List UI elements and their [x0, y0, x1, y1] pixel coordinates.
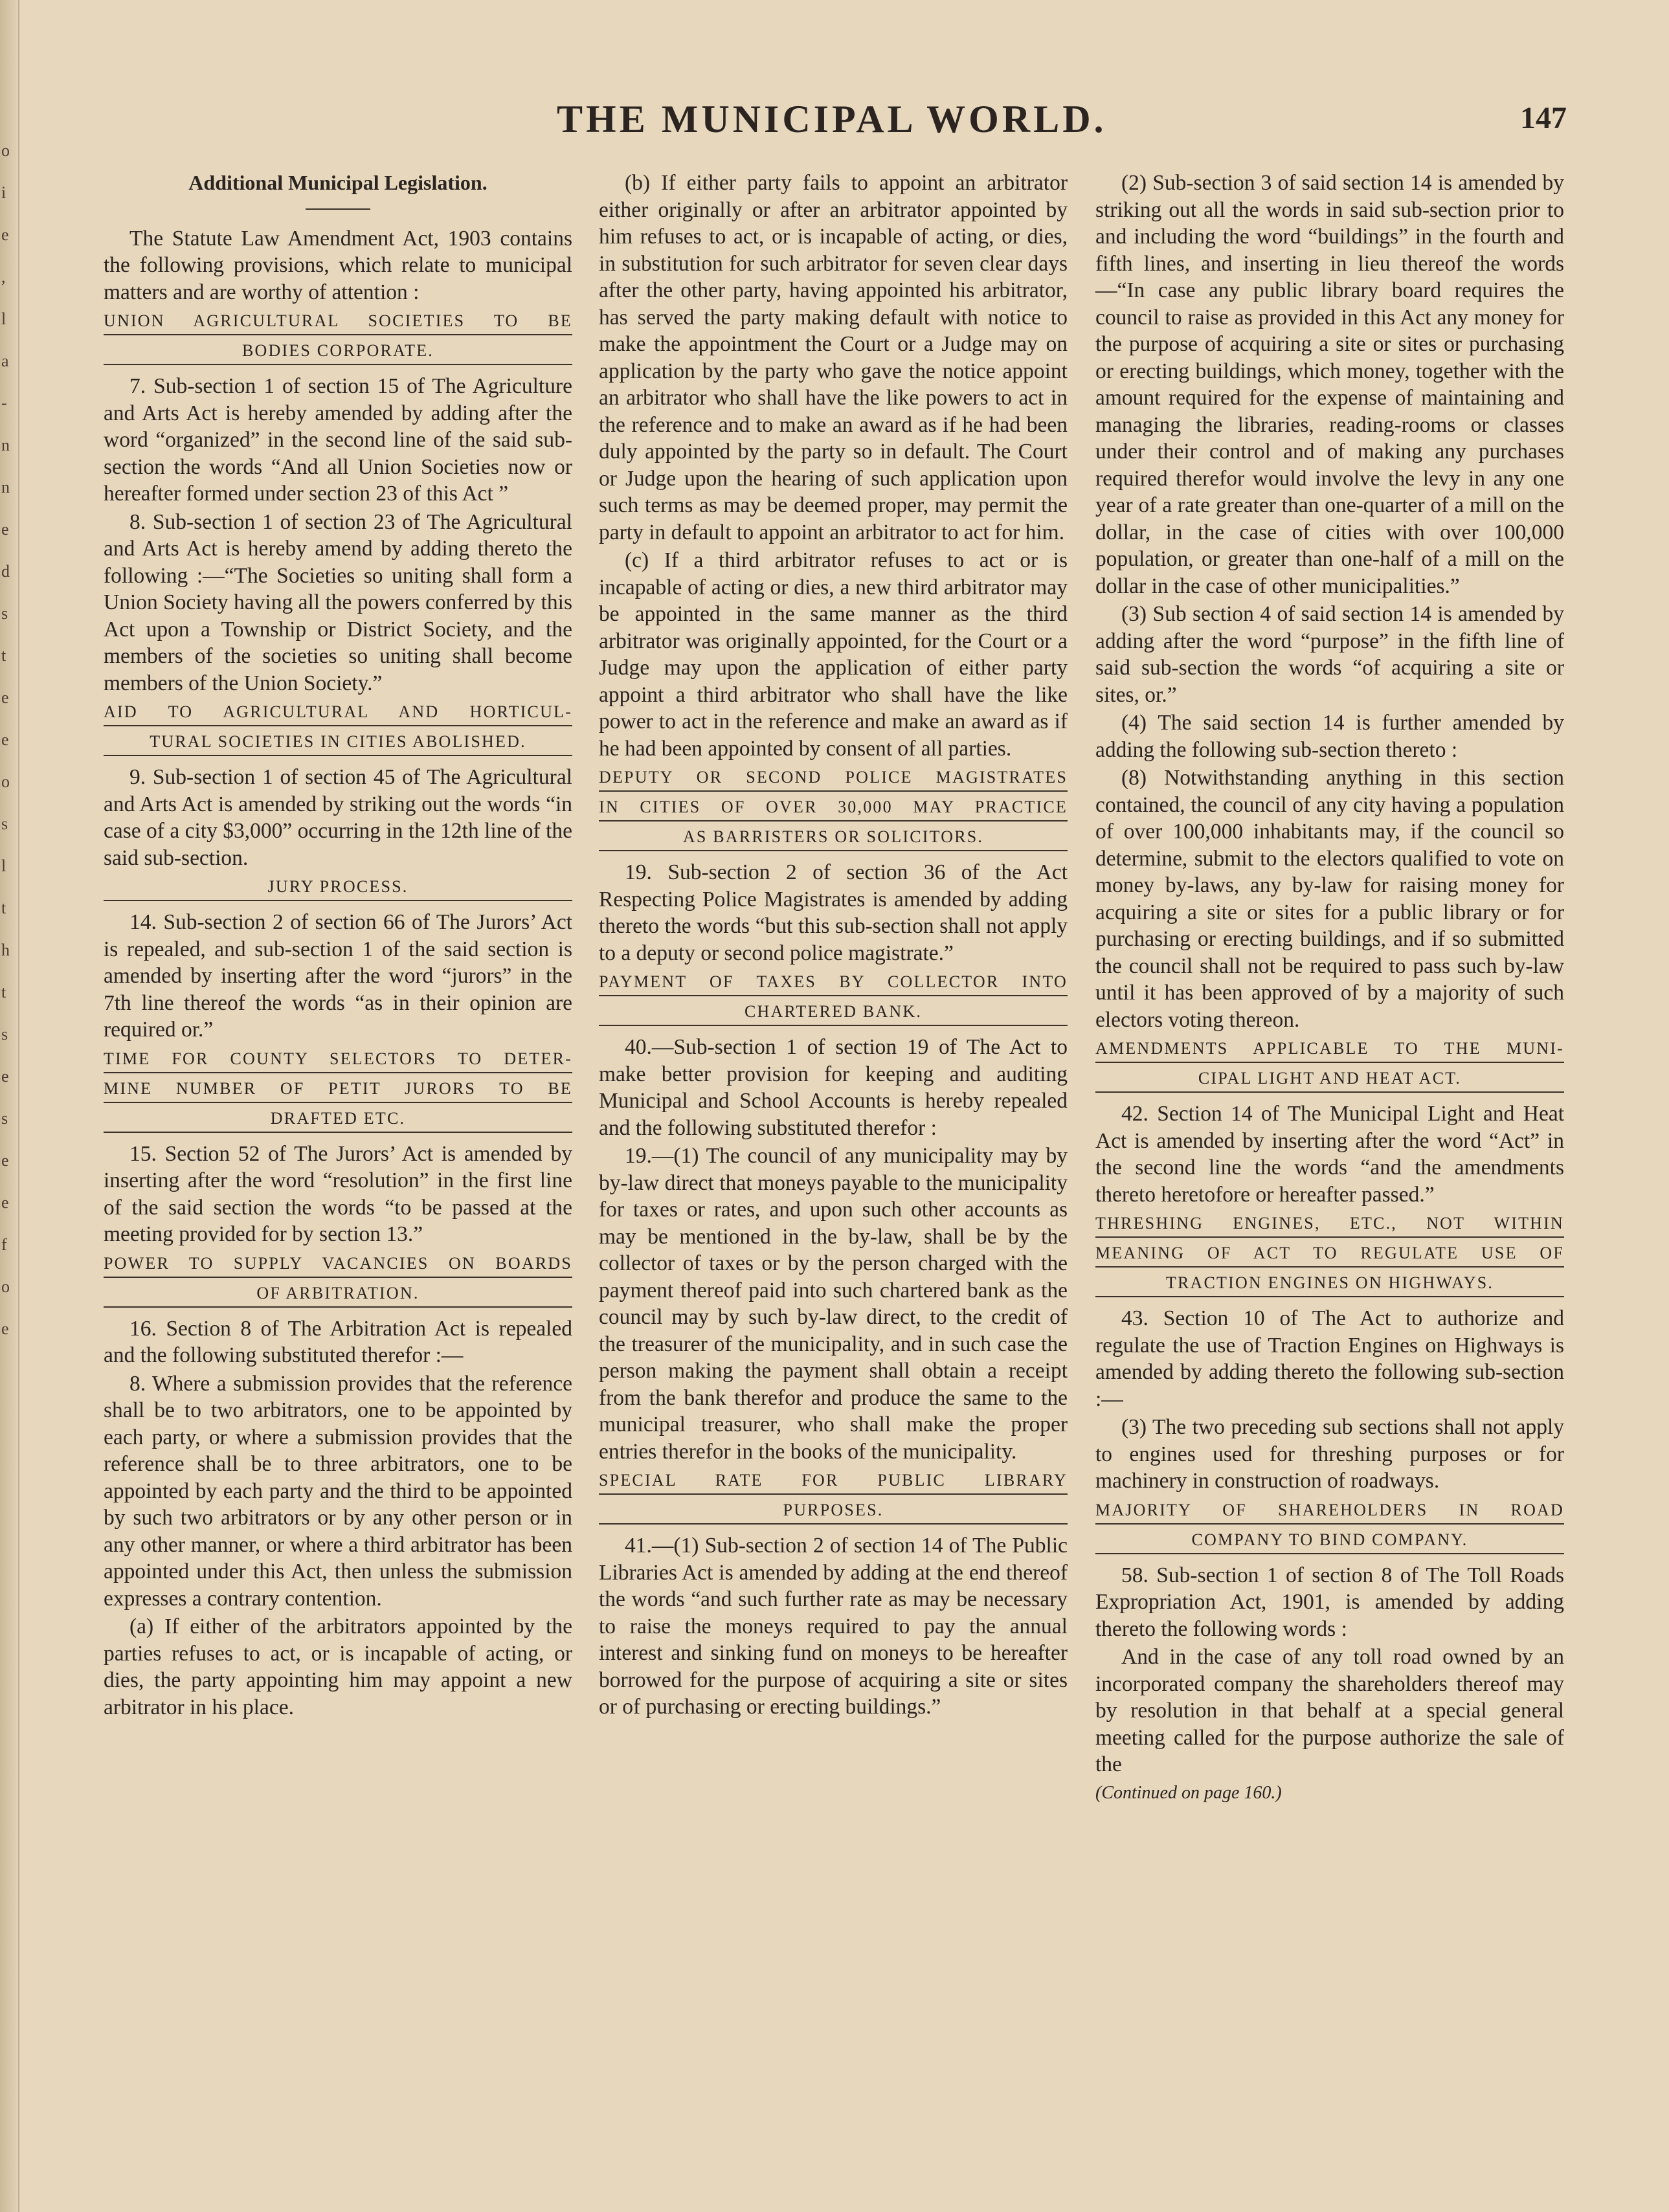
section-heading: TURAL SOCIETIES IN CITIES ABOLISHED.	[104, 730, 572, 756]
section-heading: OF ARBITRATION.	[104, 1282, 572, 1308]
section-heading: AMENDMENTS APPLICABLE TO THE MUNI-	[1095, 1037, 1564, 1063]
edge-letter: t	[1, 983, 6, 1001]
edge-letter: e	[1, 225, 9, 244]
edge-letter: s	[1, 604, 8, 623]
edge-letter: e	[1, 1151, 9, 1170]
edge-letter: s	[1, 814, 8, 833]
section-heading: DEPUTY OR SECOND POLICE MAGISTRATES	[599, 766, 1068, 792]
section-heading: UNION AGRICULTURAL SOCIETIES TO BE	[104, 309, 572, 335]
edge-letter: l	[1, 856, 6, 875]
intro-paragraph: The Statute Law Amendment Act, 1903 contains the following provisions, which relate to municipal matters and are worthy of attention :	[104, 226, 572, 304]
section-heading: PAYMENT OF TAXES BY COLLECTOR INTO	[599, 970, 1068, 996]
column-3	[1095, 170, 1564, 1807]
edge-letter: h	[1, 941, 10, 959]
edge-letter: e	[1, 1319, 9, 1338]
paragraph: 19.—(1) The council of any municipality may by by-law direct that moneys payable to the municipality for taxes or rates, and upon such other accounts as may be mentioned in the by-law, shall be by the collector of taxes or by the person charged with the payment thereof paid into such chartered bank as the council may by such by-law direct, to the credit of the treasurer of the municipality, and in such case the person making the payment shall obtain a receipt from the bank therefor and produce the same to the municipal treasurer, who shall make the proper entries therefor in the books of the municipality.	[599, 1144, 1068, 1464]
section-heading: CIPAL LIGHT AND HEAT ACT.	[1095, 1067, 1564, 1093]
page-number: 147	[1520, 101, 1567, 135]
edge-letters	[1, 129, 17, 1350]
paragraph: (3) The two preceding sub sections shall not apply to engines used for threshing purposes or for machinery in construction of roadways.	[1095, 1415, 1564, 1493]
edge-letter: l	[1, 309, 6, 328]
paragraph: (3) Sub section 4 of said section 14 is amended by adding after the word “purpose” in the fifth line of said sub-section the words “of acquiring a site or sites, or.”	[1095, 602, 1564, 707]
edge-letter: n	[1, 478, 10, 497]
adjacent-page-edge	[0, 0, 19, 2212]
edge-letter: o	[1, 141, 10, 160]
section-heading: MEANING OF ACT TO REGULATE USE OF	[1095, 1242, 1564, 1268]
paragraph: 8. Sub-section 1 of section 23 of The Agricultural and Arts Act is hereby amend by adding thereto the following :—“The Societies so uniting shall form a Union Society having all the powers conferred by this Act upon a Township or District Society, and the members of the societies so uniting shall become members of the Union Society.”	[104, 509, 572, 695]
page-header	[557, 97, 1567, 149]
section-heading: CHARTERED BANK.	[599, 1000, 1068, 1026]
edge-letter: i	[1, 183, 6, 202]
paragraph: 9. Sub-section 1 of section 45 of The Agricultural and Arts Act is amended by striking out the words “in case of a city $3,000” occurring in the 12th line of the said sub-section.	[104, 765, 572, 870]
section-heading: POWER TO SUPPLY VACANCIES ON BOARDS	[104, 1252, 572, 1278]
section-heading: DRAFTED ETC.	[104, 1107, 572, 1133]
section-heading: TRACTION ENGINES ON HIGHWAYS.	[1095, 1271, 1564, 1297]
section-heading: MINE NUMBER OF PETIT JURORS TO BE	[104, 1077, 572, 1103]
column-1	[104, 170, 572, 1722]
edge-letter: ,	[1, 267, 6, 286]
section-heading: AID TO AGRICULTURAL AND HORTICUL-	[104, 700, 572, 726]
paragraph: 40.—Sub-section 1 of section 19 of The Act to make better provision for keeping and auditing Municipal and School Accounts is hereby repealed and the following substituted therefor :	[599, 1035, 1068, 1140]
paragraph: (b) If either party fails to appoint an arbitrator either originally or after an arbitrator appointed by him refuses to act, or is incapable of acting, or dies, in substitution for such arbitrator for seven clear days after the other party, having appointed his arbitrator, has served the party making default with notice to make the appointment the Court or a Judge may on application by the party who gave the notice appoint an arbitrator who shall have the like powers to act in the reference and to make an award as if he had been duly appointed by the party so in default. The Court or Judge upon the hearing of such application upon such terms as may be deemed proper, may permit the party in default to appoint an arbitrator to act for him.	[599, 171, 1068, 544]
paragraph: 7. Sub-section 1 of section 15 of The Agriculture and Arts Act is hereby amended by adding after the word “organized” in the second line of the said sub-section the words “And all Union Societies now or hereafter formed under section 23 of this Act ”	[104, 374, 572, 506]
continued-note: (Continued on page 160.)	[1095, 1782, 1282, 1803]
edge-letter: d	[1, 562, 10, 581]
paragraph: 16. Section 8 of The Arbitration Act is repealed and the following substituted therefor :—	[104, 1316, 572, 1367]
publication-title: THE MUNICIPAL WORLD.	[557, 98, 1107, 140]
edge-letter: t	[1, 646, 6, 665]
section-heading: TIME FOR COUNTY SELECTORS TO DETER-	[104, 1047, 572, 1073]
paragraph: 8. Where a submission provides that the reference shall be to two arbitrators, one to be appointed by each party, or where a submission provides that the reference shall be to three arbitrators, one to be appointed by each party and the third to be appointed by such two arbitrators or by any other person or in any other manner, or where a third arbitrator has been appointed under this Act, then unless the submission expresses a contrary contention.	[104, 1371, 572, 1611]
paragraph: 58. Sub-section 1 of section 8 of The Toll Roads Expropriation Act, 1901, is amended by adding thereto the following words :	[1095, 1563, 1564, 1641]
edge-letter: e	[1, 520, 9, 539]
paragraph: And in the case of any toll road owned by an incorporated company the shareholders thereof may by resolution in that behalf at a special general meeting called for the purpose authorize the sale of the	[1095, 1645, 1564, 1776]
edge-letter: o	[1, 1277, 10, 1296]
section-heading: COMPANY TO BIND COMPANY.	[1095, 1528, 1564, 1554]
paragraph: 15. Section 52 of The Jurors’ Act is amended by inserting after the word “resolution” in the first line of the said section the words “to be passed at the meeting provided for by section 13.”	[104, 1141, 572, 1246]
edge-letter: e	[1, 1067, 9, 1086]
title-rule	[306, 208, 370, 210]
section-heading: JURY PROCESS.	[104, 875, 572, 901]
edge-letter: o	[1, 772, 10, 791]
section-heading: IN CITIES OF OVER 30,000 MAY PRACTICE	[599, 796, 1068, 821]
edge-letter: -	[1, 394, 7, 412]
edge-letter: s	[1, 1025, 8, 1044]
column-2	[599, 170, 1068, 1722]
paragraph: 43. Section 10 of The Act to authorize and regulate the use of Traction Engines on Highways is amended by adding thereto the following sub-section :—	[1095, 1306, 1564, 1411]
edge-letter: e	[1, 730, 9, 749]
paragraph: (4) The said section 14 is further amended by adding the following sub-section thereto :	[1095, 711, 1564, 762]
paragraph: (c) If a third arbitrator refuses to act or is incapable of acting or dies, a new third arbitrator may be appointed in the same manner as the third arbitrator was originally appointed, for the Court or a Judge may upon the application of either party appoint a third arbitrator who shall have the like power to act in the reference and make an award as if he had been appointed by consent of all parties.	[599, 548, 1068, 761]
article-title: Additional Municipal Legislation.	[188, 171, 487, 194]
paragraph: 19. Sub-section 2 of section 36 of the Act Respecting Police Magistrates is amended by adding thereto the words “but this sub-section shall not apply to a deputy or second police magistrate.”	[599, 860, 1068, 965]
edge-letter: a	[1, 352, 9, 370]
paragraph: 14. Sub-section 2 of section 66 of The Jurors’ Act is repealed, and sub-section 1 of the said section is amended by inserting after the word “jurors” in the 7th line thereof the words “as in their opinion are required or.”	[104, 910, 572, 1042]
edge-letter: e	[1, 688, 9, 707]
section-heading: PURPOSES.	[599, 1499, 1068, 1525]
edge-letter: n	[1, 436, 10, 454]
section-heading: MAJORITY OF SHAREHOLDERS IN ROAD	[1095, 1499, 1564, 1525]
edge-letter: e	[1, 1193, 9, 1212]
paragraph: 42. Section 14 of The Municipal Light and Heat Act is amended by inserting after the word “Act” in the second line the words “and the amendments thereto heretofore or hereafter passed.”	[1095, 1102, 1564, 1207]
paragraph: (8) Notwithstanding anything in this section contained, the council of any city having a population of over 100,000 inhabitants may, if the council so determine, submit to the electors qualified to vote on money by-laws, any by-law for raising money for acquiring a site or sites for a public library or for purchasing or erecting buildings, and if so submitted the council shall not be required to pass such by-law until it has been approved of by a majority of such electors voting thereon.	[1095, 766, 1564, 1032]
paragraph: (2) Sub-section 3 of said section 14 is amended by striking out all the words in said sub-section prior to and including the word “buildings” in the fourth and fifth lines, and inserting in lieu thereof the words—“In case any public library board requires the council to raise as provided in this Act any money for the purpose of acquiring a site or sites or purchasing or erecting buildings, which money, together with the amount required for the expense of maintaining and managing the libraries, reading-rooms or classes under their control and of making any purchases required therefor would involve the levy in any one year of a rate greater than one-quarter of a mill on the dollar, in the case of cities with over 100,000 population, or greater than one-half of a mill on the dollar in the case of other municipalities.”	[1095, 171, 1564, 598]
section-heading: AS BARRISTERS OR SOLICITORS.	[599, 825, 1068, 851]
edge-letter: t	[1, 899, 6, 917]
section-heading: SPECIAL RATE FOR PUBLIC LIBRARY	[599, 1469, 1068, 1495]
edge-letter: s	[1, 1109, 8, 1128]
paragraph: 41.—(1) Sub-section 2 of section 14 of The Public Libraries Act is amended by adding at the end thereof the words “and such further rate as may be necessary to raise the moneys required to pay the annual interest and sinking fund on moneys to be hereafter borrowed for the purpose of acquiring a site or sites or of purchasing or erecting buildings.”	[599, 1534, 1068, 1719]
paragraph: (a) If either of the arbitrators appointed by the parties refuses to act, or is incapable of acting, or dies, the party appointing him may appoint a new arbitrator in his place.	[104, 1614, 572, 1719]
section-heading: THRESHING ENGINES, ETC., NOT WITHIN	[1095, 1212, 1564, 1238]
section-heading: BODIES CORPORATE.	[104, 339, 572, 365]
edge-letter: f	[1, 1235, 7, 1254]
